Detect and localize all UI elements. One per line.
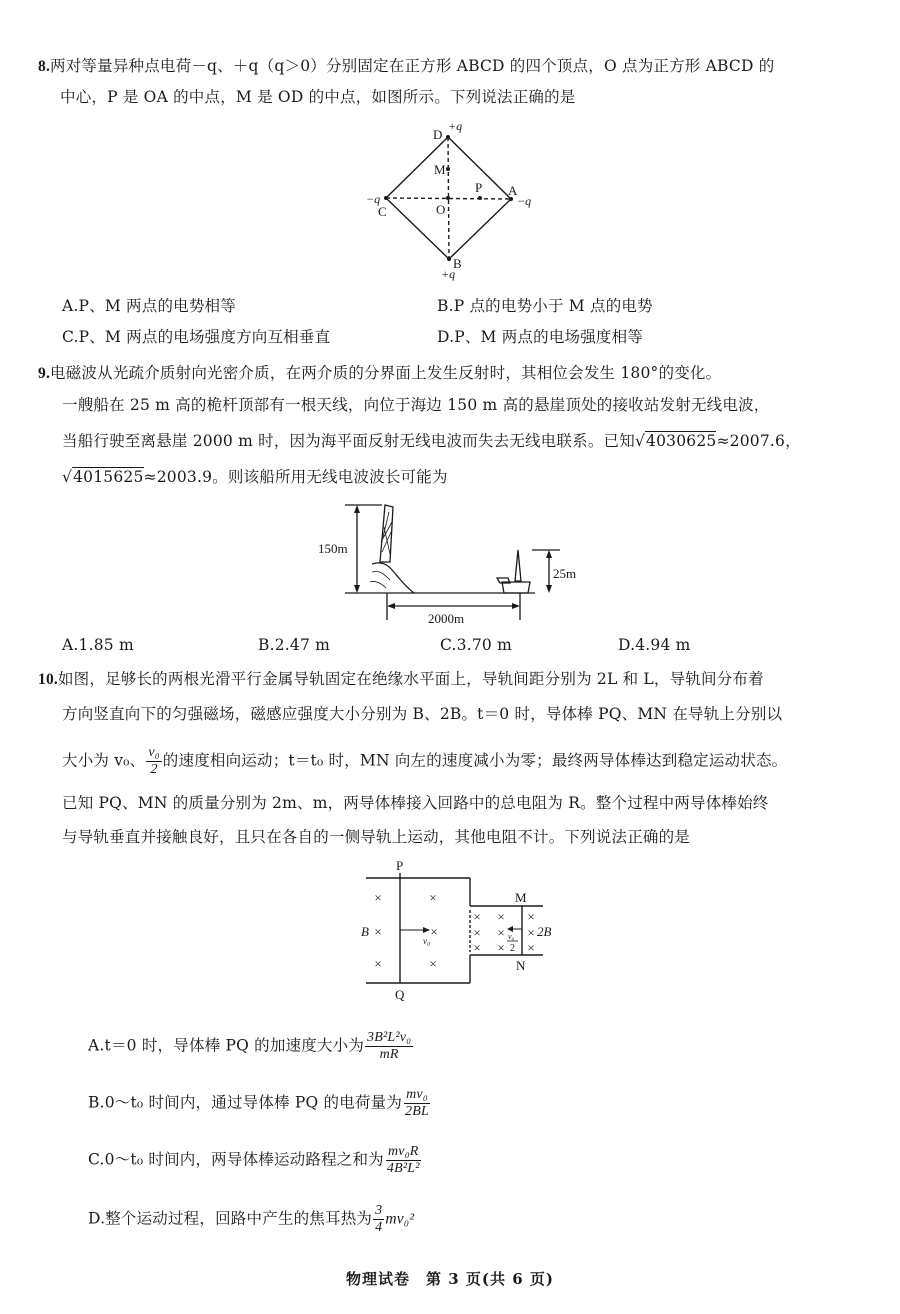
option-d-fraction: $\frac{3}{4}$ [375,1203,383,1235]
label-q: Q [395,987,405,1002]
option-a-fraction: $\frac{\text{3B²L²v₀}}{mR}$ [367,1030,412,1062]
q10-option-b[interactable]: B.0～t₀ 时间内，通过导体棒 PQ 的电荷量为 $\frac{\text{mv₀}}{2BL}$ [88,1087,429,1119]
sqrt-symbol: √ [62,468,73,486]
cross-mark: × [527,940,535,955]
fraction-v0-over-2: $\frac{\text{v₀}}{2}$ [148,745,160,777]
q10-number: 10. [38,671,58,688]
label-o: O [436,202,446,217]
q9-option-b[interactable]: B.2.47 m [258,636,331,654]
label-m: M [515,890,527,905]
q8-option-d[interactable]: D.P、M 两点的电场强度相等 [437,328,644,346]
point-p [478,196,482,200]
page-footer: 物理试卷 第 3 页(共 6 页) [346,1270,554,1288]
q9-option-a[interactable]: A.1.85 m [62,636,134,654]
label-distance: 2000m [428,611,465,626]
point-m [446,167,450,171]
cross-mark: × [473,940,481,955]
q8-stem-line1: 8.两对等量异种点电荷－q、＋q（q＞0）分别固定在正方形 ABCD 的四个顶点，O 点为正方形 ABCD 的 [38,57,775,75]
option-c-fraction: $\frac{\text{mv₀R}}{\text{4B²L²}}$ [386,1144,420,1176]
label-n: N [516,958,526,973]
ship-hull [502,582,530,593]
cross-mark: × [473,909,481,924]
q10-stem-line3: 大小为 v₀、 $\frac{\text{v₀}}{2}$ 的速度相向运动；t＝t₀ 时，MN 向左的速度减小为零；最终两导体棒达到稳定运动状态。 [62,745,788,777]
cross-mark: × [527,909,535,924]
label-c-charge: −q [366,192,381,206]
cross-mark: × [430,924,438,939]
point-c [384,196,388,200]
label-b-left: B [361,924,369,939]
label-mast-height: 25m [553,566,577,581]
q10-option-d[interactable]: D.整个运动过程，回路中产生的焦耳热为 $\frac{3}{4}$ mv₀² [88,1203,415,1235]
cross-mark: × [527,925,535,940]
cross-mark: × [374,890,382,905]
label-d-charge: +q [448,119,463,133]
label-p: P [396,858,404,873]
label-m: M [434,162,446,177]
tower [380,505,393,562]
cross-mark: × [429,956,437,971]
point-d [446,135,450,139]
q10-option-c[interactable]: C.0～t₀ 时间内，两导体棒运动路程之和为 $\frac{\text{mv₀R}}{\text{4B²L²}}$ [88,1144,420,1176]
cliff [372,563,414,593]
point-b [447,257,451,261]
cross-mark: × [497,909,505,924]
label-b-charge: +q [441,267,456,281]
sqrt-symbol: √ [634,432,646,450]
sqrt-radicand-2: 4015625 [73,468,144,486]
q10-option-a[interactable]: A.t＝0 时，导体棒 PQ 的加速度大小为 $\frac{\text{3B²L²v₀}}{mR}$ [88,1030,412,1062]
label-a-charge: −q [517,194,532,208]
q10-stem-line4: 已知 PQ、MN 的质量分别为 2m、m，两导体棒接入回路中的总电阻为 R。整个过程中两导体棒始终 [62,794,769,812]
q9-option-d[interactable]: D.4.94 m [618,636,691,654]
sqrt-radicand-1: 4030625 [646,432,717,450]
q10-stem-line5: 与导轨垂直并接触良好，且只在各自的一侧导轨上运动，其他电阻不计。下列说法正确的是 [62,828,691,846]
cross-mark: × [374,956,382,971]
q9-stem-line2: 一艘船在 25 m 高的桅杆顶部有一根天线，向位于海边 150 m 高的悬崖顶处的接收站发射无线电波， [62,396,770,414]
ship-mast [515,550,521,581]
label-a: A [508,183,518,198]
cross-mark: × [429,890,437,905]
q8-option-a[interactable]: A.P、M 两点的电势相等 [62,297,236,315]
q8-square-diagram [350,115,550,285]
q8-option-c[interactable]: C.P、M 两点的电场强度方向互相垂直 [62,328,331,346]
cross-mark: × [473,925,481,940]
label-d: D [433,127,443,142]
cross-mark: × [497,940,505,955]
q9-number: 9. [38,365,51,382]
cross-mark: × [497,925,505,940]
label-cliff-height: 150m [318,541,348,556]
label-v0: v₀ [423,936,431,946]
label-v0-half-num: v₀ [508,932,515,941]
q8-option-b[interactable]: B.P 点的电势小于 M 点的电势 [437,297,653,315]
label-p: P [475,180,483,195]
q9-stem-line3: 当船行驶至离悬崖 2000 m 时，因为海平面反射无线电波而失去无线电联系。已知√4030625≈2007.6， [62,432,801,450]
q10-stem-line1: 10.如图，足够长的两根光滑平行金属导轨固定在绝缘水平面上，导轨间距分别为 2L 和 L，导轨间分布着 [38,670,764,688]
q10-stem-line2: 方向竖直向下的匀强磁场，磁感应强度大小分别为 B、2B。t＝0 时，导体棒 PQ、MN 在导轨上分别以 [62,705,783,723]
q8-stem-line2: 中心，P 是 OA 的中点，M 是 OD 的中点，如图所示。下列说法正确的是 [60,88,576,106]
q10-rails-diagram [350,855,570,1005]
cross-mark: × [374,924,382,939]
option-b-fraction: $\frac{\text{mv₀}}{2BL}$ [405,1087,429,1119]
label-b: B [453,256,462,271]
label-2b-right: 2B [537,924,552,939]
q9-option-c[interactable]: C.3.70 m [440,636,512,654]
q9-stem-line4: √4015625≈2003.9。则该船所用无线电波波长可能为 [62,468,448,486]
cliff-texture [370,571,390,588]
q8-number: 8. [38,58,51,75]
q9-cliff-ship-diagram [310,492,600,627]
q9-stem-line1: 9.电磁波从光疏介质射向光密介质，在两介质的分界面上发生反射时，其相位会发生 180°的变化。 [38,364,722,382]
point-o [446,196,450,200]
label-c: C [378,204,387,219]
label-v0-half-den: 2 [510,943,515,954]
